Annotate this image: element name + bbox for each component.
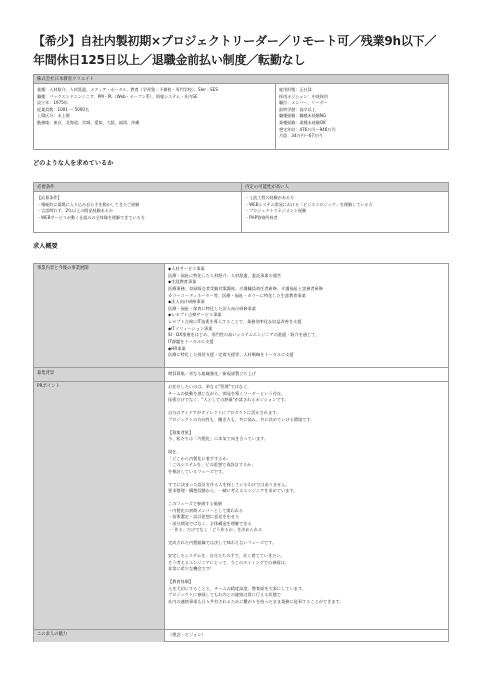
table-row [34, 264, 448, 367]
job-title: 【希少】自社内製初期×プロジェクトリーダー／リモート可／残業9h以下／年間休日125日以上／退職金前払い制度／転勤なし [33, 34, 437, 67]
company-details: 業種：人材紹介、人材派遣、メディア・ポータル、教育（学習塾・予備校・専門学校）、SIer・SES 職種：バックエンドエンジニア、PM・PL（Web・オープン系）、情報システム・社内SE 設立年：1975年 従業員数：1001 〜 5000名 上場区分：未上場 勤務地：東京、北海道、宮城、愛知、大阪、福岡、沖縄 [37, 87, 218, 125]
row-value: ◆人材サービス事業 医療・福祉に特化した人材紹介、人材派遣、委託事業の運営 ◆生涯教育事業 医療事務、登録販売者受験対策講座、介護職員初任者研修、介護福祉士実務者研修 カラーコーディネーター等、医療・福祉・カラーに特化した生涯教育事業 ◆法人向け研修事業 医療・福祉・保育に特化した法人向け研修事業 ◆レセプト点検サービス事業 レセプト点検にIT技術を導入することで、業務効率化＆収益改善を支援 ◆ITソリューション事業 SI・DX推進をはじめ、専門性の高いシステムエンジニアの派遣・紹介を通じて、 IT課題をトータルに支援 ◆HR事業 医療に特化した採用支援・定着支援等、人材戦略をトータルに支援 [168, 266, 323, 358]
table-row [34, 381, 448, 630]
row-value: 増員募集／更なる組織強化／新規部署立ち上げ [168, 371, 256, 376]
must-header: 必要条件 [37, 185, 55, 190]
table-row [34, 367, 448, 382]
row-value: お任せしたいのは、単なる"管理"ではなく、 チームの鼓動を感じながら、開発を導くリーダーという存在。 技術だけでなく、"人としての熱量"が試されるポジションです。 自分のアイデアがダイレクトにプロダクトに活かされます。 プロジェクトの方向性も、働き方も、共に悩み、共に決めていける環境です。 【募集背景】 今、私たちは「内製化」に本気で向き合っています。 現在、 「どこから内製化に着手するか」 「このシステムを、どの思想で再設計するか」 を検討しているフェーズです。 すでに決まった設計を作る人を探しているわけではありません。 要求整理・構想段階から、一緒に考えるエンジニアを求めています。 このフェーズで参画する価値 ・内製化の初期メンバーとして関われる ・技術選定・設計思想に意見を出せる ・部分開発ではなく、全体構造を理解できる ・「作る」だけでなく「どう作るか」を決められる 完成された内製組織では決して味わえないフェーズです。 安定したシステムを、自分たちの手で、長く育てていきたい。 そう考えるエンジニアにとって、今このタイミングでの参画は、 非常に希少な機会です！ 【教育体制】 人を大切にすることと、チームの精度高度、教育面を大事にしています。 プロジェクトに参画してもわ内との連絡は常に行える状態で 社内の連絡事項も日々共有されるために繋がりを持ったまま業務に従事することができます。 [168, 384, 344, 604]
employment-conditions: 雇用形態：正社員 採用ポジション：中途採用 職位：メンバー、リーダー 最終学歴：高卒以上 職種経験：職種未経験NG 業種経験：業種未経験OK 想定年収：476万円〜946万円 月給：34万円〜67万円 [279, 87, 336, 139]
section-title-overview: 求人概要 [33, 243, 58, 250]
row-label: PRポイント [34, 382, 164, 630]
company-info-box [33, 74, 449, 150]
section-title-wanted: どのような人を求めているか [33, 160, 114, 167]
company-name: 株式会社日本教育クリエイト [34, 75, 448, 84]
requirements-box [33, 182, 449, 233]
row-label: 事業内容と今後の事業展開 [34, 264, 164, 367]
row-label: 募集背景 [34, 368, 164, 382]
plus-header: 内定の可能性が高い人 [245, 185, 289, 190]
table-row [34, 629, 448, 642]
row-label: この求人の魅力 [34, 630, 164, 642]
preferred-requirements: ・上流工程の経験がある方 ・WEBシステム開発における「ビジネスロジック」を理解している方 ・プロジェクトマネジメント経験 ・PHP資格所持者 [245, 195, 373, 220]
row-value: （理念・ビジョン） [168, 632, 206, 637]
must-requirements: 【応募条件】 ・積極的に現場に入り込み自ら手を動かしてきたご経験 ・言語問わず、2年以上の開発経験あるか ・WEBサービスが動く仕組みの全体像を理解できている方 [37, 195, 145, 220]
overview-table [33, 263, 449, 642]
